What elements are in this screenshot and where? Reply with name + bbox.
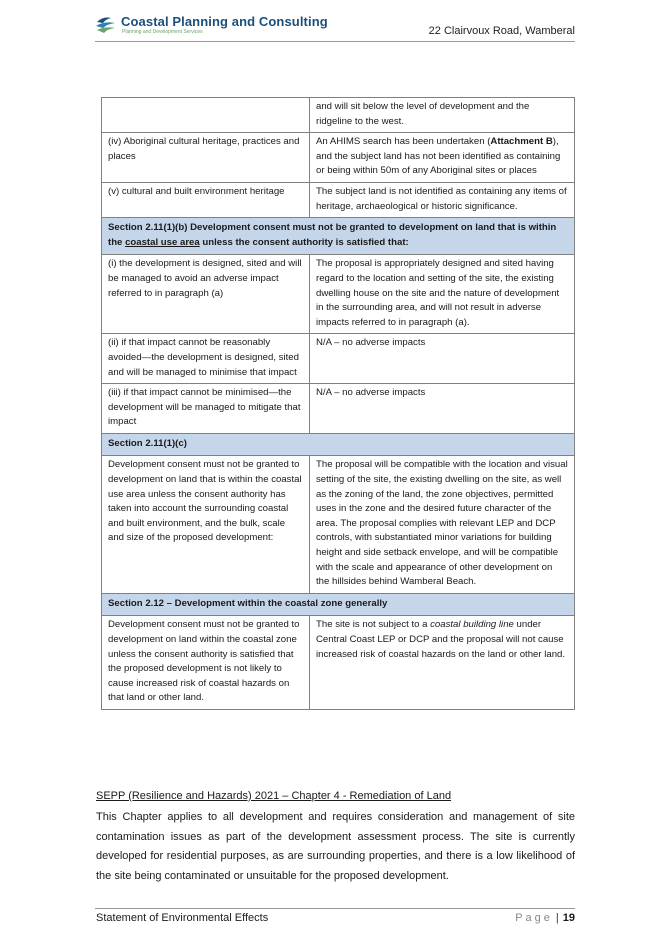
table-row (102, 616, 575, 710)
section-header-row (102, 218, 575, 255)
table-row (102, 133, 575, 183)
company-name: Coastal Planning and Consulting (121, 14, 328, 29)
wave-logo-icon (95, 14, 117, 36)
table-cell-right: and will sit below the level of development and the ridgeline to the west. (310, 98, 575, 133)
table-cell-left: Development consent must not be granted to development on land that is within the coastal use area unless the consent authority has taken into account the surrounding coastal and built environment, and the bulk, scale and size of the proposed development: (102, 456, 310, 593)
table-cell-left (102, 98, 310, 133)
page-indicator (515, 912, 575, 924)
table-cell-left: (i) the development is designed, sited and will be managed to avoid an adverse impact referred to in paragraph (a) (102, 255, 310, 334)
section-heading: Section 2.12 – Development within the coastal zone generally (102, 593, 575, 616)
document-title: Statement of Environmental Effects (96, 912, 269, 924)
table-cell-left: (v) cultural and built environment heritage (102, 182, 310, 217)
table-row (102, 456, 575, 593)
table-cell-right: N/A – no adverse impacts (310, 334, 575, 384)
cell-text: The site is not subject to a (316, 619, 431, 631)
table-cell-right: N/A – no adverse impacts (310, 384, 575, 434)
page-header (95, 14, 575, 40)
table-cell-left: Development consent must not be granted to development on land within the coastal zone unless the consent authority is satisfied that the proposed development is not likely to cause increased risk of coastal hazards on that land or other land. (102, 616, 310, 710)
table-row (102, 255, 575, 334)
cell-text: An AHIMS search has been undertaken ( (316, 136, 491, 148)
cell-text: ), and the subject land has not been identified as containing or being within 50m of any Aboriginal sites or places (316, 136, 561, 177)
italic-term: coastal building line (430, 619, 514, 631)
heading-text: Section 2.11(1)(b) Development consent must not be granted to development on land that is within the (108, 222, 557, 248)
attachment-reference: Attachment B (490, 136, 553, 148)
table-cell-right: The proposal is appropriately designed and sited having regard to the location and setting of the site, the existing dwelling house on the site and the nature of development in the surrounding area, and will not result in adverse impacts referred to in paragraph (a). (310, 255, 575, 334)
company-tagline: Planning and Development Services (122, 29, 203, 35)
section-header-row (102, 593, 575, 616)
heading-underlined-term: coastal use area (125, 236, 200, 248)
table-cell-left: (iv) Aboriginal cultural heritage, practices and places (102, 133, 310, 183)
table-row (102, 98, 575, 133)
table-cell-right: The proposal will be compatible with the location and visual setting of the site, the existing dwelling on the site, as well as the zoning of the land, the zone objectives, permitted uses in the zone and the desired future character of the area. The proposal complies with relevant LEP and DCP controls, with substantiated minor variations for building height and side setback envelope, and will be compatible with the scale and appearance of other development on the hillsides behind Wamberal Beach. (310, 456, 575, 593)
coastal-assessment-table (101, 97, 575, 710)
section-heading (102, 218, 575, 255)
table-cell-left: (ii) if that impact cannot be reasonably avoided—the development is designed, sited and will be managed to minimise that impact (102, 334, 310, 384)
page-separator: | (555, 912, 559, 924)
table-cell-right: The subject land is not identified as containing any items of heritage, archaeological or historic significance. (310, 182, 575, 217)
table-row (102, 334, 575, 384)
table-cell-right (310, 616, 575, 710)
sepp-section-title: SEPP (Resilience and Hazards) 2021 – Chapter 4 - Remediation of Land (96, 790, 452, 802)
footer-divider (95, 908, 575, 909)
header-divider (95, 41, 575, 42)
section-heading: Section 2.11(1)(c) (102, 433, 575, 456)
section-header-row (102, 433, 575, 456)
page-label: Page (515, 912, 553, 924)
sepp-section-body: This Chapter applies to all development and requires consideration and management of site contamination issues as part of the development assessment process. The site is currently developed for residential purposes, as are surrounding properties, and there is a low likelihood of the site being contaminated or unsuitable for the proposed development. (96, 811, 575, 883)
table-row (102, 384, 575, 434)
heading-text: unless the consent authority is satisfied that: (199, 236, 409, 248)
table-cell-right (310, 133, 575, 183)
cell-text: under Central Coast LEP or DCP and the proposal will not cause increased risk of coastal hazards on the land or other land. (316, 619, 566, 660)
page-number: 19 (562, 912, 575, 924)
table-cell-left: (iii) if that impact cannot be minimised—the development will be managed to mitigate that impact (102, 384, 310, 434)
table-row (102, 182, 575, 217)
site-address: 22 Clairvoux Road, Wamberal (428, 25, 575, 37)
